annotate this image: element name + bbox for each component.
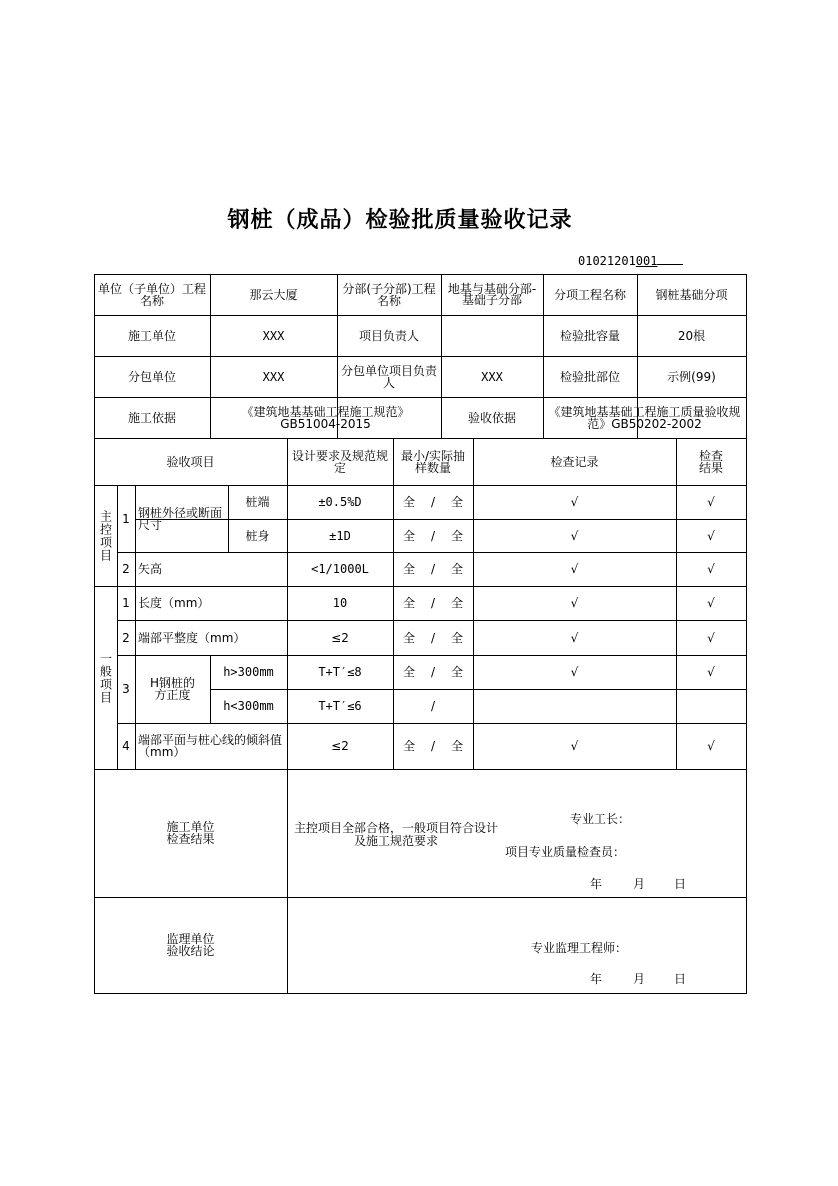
sub-pm-label: 分包单位项目负责人 [340, 363, 437, 390]
supervisor-engineer-label: 专业监理工程师： [531, 941, 628, 955]
g3a-sub: h>300mm [223, 665, 274, 679]
supervisor-month: 月 [633, 972, 646, 986]
g3-name: H钢桩的方正度 [149, 676, 196, 702]
sample-actual: 全 [450, 596, 463, 610]
g4-record-check-icon: √ [570, 739, 579, 753]
m1a-record-check-icon: √ [570, 495, 579, 509]
sample-min: 全 [403, 630, 416, 645]
foreman-label: 专业工长： [570, 812, 631, 826]
contractor-month: 月 [633, 877, 646, 891]
supervisor-year: 年 [590, 972, 603, 986]
contractor-result-text: 主控项目全部合格，一般项目符合设计及施工规范要求 [293, 821, 498, 848]
subcontractor-label: 分包单位 [127, 369, 176, 384]
contractor-result-label: 施工单位检查结果 [166, 820, 215, 846]
m1a-design: ±0.5%D [318, 495, 362, 509]
unit-value: 那云大厦 [249, 287, 298, 302]
sample-sep: / [430, 739, 436, 753]
contractor-year: 年 [590, 877, 603, 891]
g2-design: ≤2 [331, 630, 349, 645]
m1-name: 钢桩外径或断面尺寸 [138, 505, 223, 532]
m1-no: 1 [122, 511, 130, 526]
border-right [746, 274, 747, 993]
g1-name: 长度（mm） [138, 596, 210, 610]
supervisor-day: 日 [674, 972, 687, 986]
m1b-sample [393, 519, 473, 552]
g4-design: ≤2 [331, 739, 349, 753]
col-header-record: 检查记录 [550, 454, 599, 469]
capacity-label: 检验批容量 [559, 328, 620, 343]
page-title: 钢桩（成品）检验批质量验收记录 [227, 208, 573, 233]
location-value: 示例(99) [667, 369, 716, 384]
capacity-value: 20根 [677, 328, 706, 343]
form-code [578, 254, 683, 268]
code-underline [657, 254, 683, 265]
sample-actual: 全 [450, 739, 463, 753]
g1-result-check-icon: √ [707, 596, 715, 610]
sub-value: 地基与基础分部-基础子分部 [447, 281, 537, 307]
sample-sep: / [430, 596, 436, 610]
sample-sep: / [430, 562, 436, 576]
item-value: 钢桩基础分项 [655, 287, 728, 302]
m2-design: <1/1000L [311, 562, 369, 576]
g1-sample [393, 586, 473, 620]
g4-name: 端部平面与桩心线的倾斜值（mm） [138, 733, 283, 759]
g4-result-check-icon: √ [707, 739, 715, 753]
sub-pm-value: XXX [481, 369, 503, 384]
m2-record-check-icon: √ [570, 562, 579, 576]
sample-sep: / [430, 665, 436, 679]
contractor-value: XXX [262, 328, 285, 343]
m2-name: 矢高 [138, 562, 163, 576]
g1-design: 10 [332, 596, 348, 610]
g2-no: 2 [122, 630, 130, 645]
m1a-sub: 桩端 [245, 495, 270, 509]
sample-min: 全 [403, 495, 416, 509]
m1a-result-check-icon: √ [707, 495, 715, 509]
m2-no: 2 [122, 562, 130, 576]
sample-min: 全 [403, 665, 416, 679]
m1b-sub: 桩身 [245, 528, 270, 543]
g3a-record-check-icon: √ [570, 665, 579, 679]
location-label: 检验批部位 [559, 369, 620, 384]
sample-min: 全 [403, 562, 416, 576]
g4-no: 4 [122, 739, 130, 753]
group-general: 一般项目 [98, 651, 113, 704]
item-label: 分项工程名称 [553, 287, 626, 302]
sample-actual: 全 [450, 630, 463, 645]
accept-basis-value: 《建筑地基基础工程施工质量验收规范》GB50202-2002 [548, 404, 741, 431]
g3a-sample [393, 655, 473, 689]
accept-basis-label: 验收依据 [467, 410, 516, 425]
sample-min: 全 [403, 596, 416, 610]
g4-sample [393, 723, 473, 769]
group-main: 主控项目 [98, 509, 113, 562]
g3a-design: T+T′≤8 [318, 665, 362, 679]
g2-record-check-icon: √ [570, 630, 579, 645]
m2-sample [393, 552, 473, 586]
m1a-sample [393, 485, 473, 519]
code-suffix: 001 [635, 254, 658, 268]
g3-no: 3 [122, 682, 130, 696]
col-header-design: 设计要求及规范规定 [291, 448, 388, 475]
m1b-result-check-icon: √ [707, 528, 715, 543]
basis-value: 《建筑地基基础工程施工规范》GB51004-2015 [241, 404, 410, 431]
g3b-sub: h<300mm [223, 699, 274, 713]
inspector-label: 项目专业质量检查员： [505, 845, 626, 859]
col-header-sample: 最小/实际抽样数量 [400, 448, 466, 475]
unit-label: 单位（子单位）工程名称 [97, 281, 206, 308]
sample-sep: / [430, 528, 436, 543]
m2-result-check-icon: √ [707, 562, 715, 576]
sample-min: 全 [403, 528, 416, 543]
sample-sep: / [430, 495, 436, 509]
g2-sample [393, 620, 473, 655]
basis-label: 施工依据 [127, 410, 176, 425]
g1-no: 1 [122, 596, 130, 610]
sample-actual: 全 [450, 562, 463, 576]
m1b-design: ±1D [329, 528, 351, 543]
code-prefix: 01021201 [578, 254, 636, 268]
g1-record-check-icon: √ [570, 596, 579, 610]
sample-min: 全 [403, 739, 416, 753]
form-grid [94, 274, 746, 993]
supervisor-label: 监理单位验收结论 [166, 932, 215, 958]
g3b-design: T+T′≤6 [318, 699, 362, 713]
g3a-result-check-icon: √ [707, 665, 715, 679]
contractor-label: 施工单位 [127, 328, 176, 343]
sample-actual: 全 [450, 495, 463, 509]
border-bottom [94, 993, 747, 994]
sample-sep: / [430, 630, 436, 645]
g3b-sample: / [430, 699, 436, 713]
m1b-record-check-icon: √ [570, 528, 579, 543]
sub-label: 分部(子分部)工程名称 [342, 281, 436, 308]
contractor-day: 日 [674, 877, 687, 891]
pm-value [441, 315, 543, 356]
subcontractor-value: XXX [262, 369, 285, 384]
col-header-item: 验收项目 [166, 454, 215, 469]
pm-label: 项目负责人 [358, 328, 419, 343]
g2-name: 端部平整度（mm） [138, 630, 246, 645]
g2-result-check-icon: √ [707, 630, 715, 645]
col-header-result: 检查结果 [698, 448, 723, 475]
sample-actual: 全 [450, 528, 463, 543]
sample-actual: 全 [450, 665, 463, 679]
